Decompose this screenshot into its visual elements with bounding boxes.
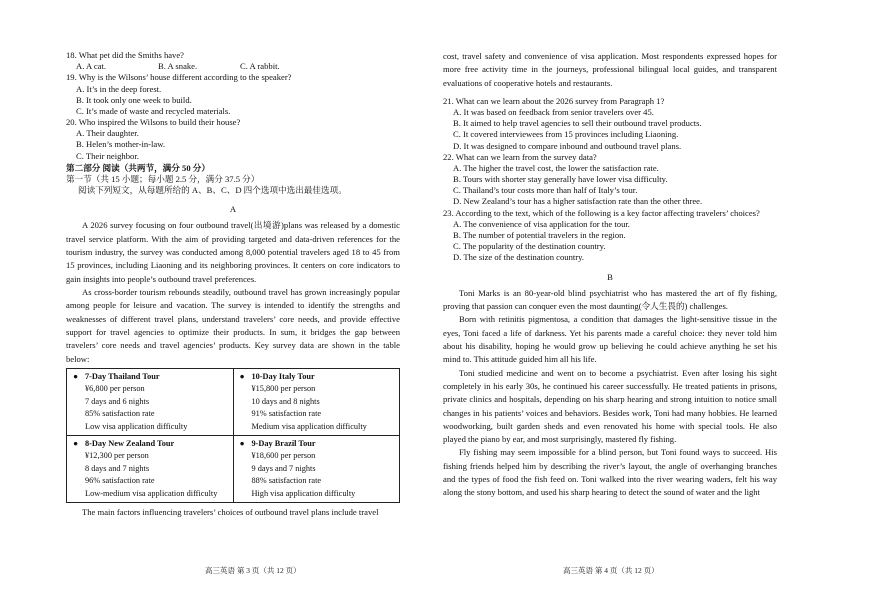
passage-a-paragraph-3-continued: cost, travel safety and convenience of visa application. Most respondents expressed hopes for more free activity time in the journeys, professional bilingual local guides, and transparent evaluations of cooperative hotels and restaurants. <box>443 51 777 88</box>
bullet-icon: ● <box>239 371 245 381</box>
option-a: A. The higher the travel cost, the lower the satisfaction rate. <box>453 162 659 173</box>
part-two-heading: 第二部分 阅读（共两节，满分 50 分） <box>66 162 210 173</box>
option-a: A. A cat. <box>76 61 107 72</box>
left-page <box>66 50 400 520</box>
question-18: 18. What pet did the Smiths have? <box>66 50 184 60</box>
passage-b-paragraph-3: Toni studied medicine and went on to become a psychiatrist. Even after losing his sight completely in his early 30s, he continued his career successfully. He treated patients in prisons, private clinics and hospitals, depending on his sharp hearing and strong intuition to notice small changes in his patients’ voices and behaviors. Besides work, Toni had many hobbies. He learned woodworking, built garden sheds and even renovated his home with special tools. He also played the piano by ear, and most surprisingly, mastered fly fishing. <box>443 367 777 445</box>
question-21: 21. What can we learn about the 2026 survey from Paragraph 1? <box>443 95 665 106</box>
tour-name: 9-Day Brazil Tour <box>251 439 316 449</box>
option-d: D. It was designed to compare inbound and outbound travel plans. <box>453 140 682 151</box>
passage-a-paragraph-3: The main factors influencing travelers’ choices of outbound travel plans include travel <box>82 507 379 518</box>
bullet-icon: ● <box>239 439 245 449</box>
tour-visa: Low-medium visa application difficulty <box>85 488 218 498</box>
tour-visa: High visa application difficulty <box>251 488 356 498</box>
tour-duration: 8 days and 7 nights <box>85 463 150 473</box>
question-22: 22. What can we learn from the survey data? <box>443 151 597 162</box>
question-23: 23. According to the text, which of the following is a key factor affecting travelers’ choices? <box>443 207 760 218</box>
option-c: C. It’s made of waste and recycled materials. <box>76 105 231 116</box>
passage-b-paragraph-2: Born with retinitis pigmentosa, a condition that damages the light-sensitive tissue in the eyes, Toni faced a life of darkness. Yet his parents made a careful choice: they never told him about his disability, hoping he would grow up believing he could achieve anything he set his mind to. This attitude guided him all his life. <box>443 314 777 365</box>
tour-name: 7-Day Thailand Tour <box>85 371 160 381</box>
tour-cell <box>67 368 234 435</box>
option-a: A. It was based on feedback from senior travelers over 45. <box>453 107 654 118</box>
option-c: C. It covered interviewees from 15 provinces including Liaoning. <box>453 129 679 140</box>
option-a: A. It’s in the deep forest. <box>76 83 162 94</box>
bullet-icon: ● <box>73 439 79 449</box>
option-b: B. It aimed to help travel agencies to sell their outbound travel products. <box>453 118 702 129</box>
tour-price: ¥18,600 per person <box>251 451 316 461</box>
option-a: A. Their daughter. <box>76 128 139 139</box>
option-c: C. Their neighbor. <box>76 150 139 161</box>
tour-cell <box>233 368 400 435</box>
table-row <box>67 368 400 435</box>
tour-name: 8-Day New Zealand Tour <box>85 439 175 449</box>
option-c: C. Thailand’s tour costs more than half of Italy’s tour. <box>453 185 638 196</box>
survey-table <box>66 368 400 503</box>
tour-cell <box>67 436 234 503</box>
question-20: 20. Who inspired the Wilsons to build their house? <box>66 117 241 128</box>
option-d: D. The size of the destination country. <box>453 252 585 263</box>
table-row <box>67 436 400 503</box>
option-c: C. A rabbit. <box>240 61 280 72</box>
page-footer: 高三英语 第 3 页（共 12 页） <box>205 566 301 575</box>
section-one-heading: 第一节（共 15 小题；每小题 2.5 分，满分 37.5 分） <box>66 173 260 184</box>
passage-a-title: A <box>229 204 237 215</box>
option-b: B. Tours with shorter stay generally have lower visa difficulty. <box>453 174 668 185</box>
tour-name: 10-Day Italy Tour <box>251 371 315 381</box>
tour-price: ¥6,800 per person <box>85 384 145 394</box>
tour-duration: 7 days and 6 nights <box>85 396 150 406</box>
option-b: B. Helen’s mother-in-law. <box>76 139 166 150</box>
option-b: B. It took only one week to build. <box>76 94 192 105</box>
passage-b-paragraph-1: Toni Marks is an 80-year-old blind psychiatrist who has mastered the art of fly fishing, proving that passion can conquer even the most daunting(令人生畏的) challenges. <box>443 287 777 311</box>
tour-visa: Medium visa application difficulty <box>251 421 367 431</box>
question-19: 19. Why is the Wilsons’ house different according to the speaker? <box>66 72 292 83</box>
tour-satisfaction: 96% satisfaction rate <box>85 476 155 486</box>
page-footer: 高三英语 第 4 页（共 12 页） <box>563 566 659 575</box>
tour-visa: Low visa application difficulty <box>85 421 188 431</box>
tour-satisfaction: 85% satisfaction rate <box>85 409 155 419</box>
reading-instruction: 阅读下列短文，从每题所给的 A、B、C、D 四个选项中选出最佳选项。 <box>78 185 347 196</box>
passage-a-paragraph-2: As cross-border tourism rebounds steadily, outbound travel has grown increasingly popular among people for leisure and vacation. The survey is intended to identify the strengths and weaknesses of different travel plans, understand travelers’ core needs, and provide effective support for travel agencies to optimize their products. In sum, it bridges the gap between travelers’ core needs and travel agencies’ products. Key survey data are shown in the table below: <box>66 286 400 364</box>
bullet-icon: ● <box>73 371 79 381</box>
option-b: B. A snake. <box>158 61 198 72</box>
tour-cell <box>233 436 400 503</box>
tour-satisfaction: 88% satisfaction rate <box>251 476 322 486</box>
passage-b-paragraph-4: Fly fishing may seem impossible for a blind person, but Toni found ways to succeed. His fishing friends helped him by describing the river’s layout, the angle of overhanging branches and the types of food the fish feed on. Toni walked into the river wearing waders, felt his way along the stony bottom, and used his sharp hearing to detect the sound of water and the light <box>443 447 777 498</box>
tour-duration: 10 days and 8 nights <box>251 396 320 406</box>
option-a: A. The convenience of visa application for the tour. <box>453 218 630 229</box>
option-b: B. The number of potential travelers in the region. <box>453 230 626 240</box>
tour-price: ¥15,800 per person <box>251 384 316 394</box>
right-page <box>443 50 777 500</box>
question-18-options <box>76 61 400 72</box>
passage-b-title: B <box>607 271 613 282</box>
tour-duration: 9 days and 7 nights <box>251 463 316 473</box>
tour-price: ¥12,300 per person <box>85 451 149 461</box>
tour-satisfaction: 91% satisfaction rate <box>251 409 322 419</box>
option-c: C. The popularity of the destination country. <box>453 241 606 252</box>
passage-a-paragraph-1: A 2026 survey focusing on four outbound travel(出境游)plans was released by a domestic travel service platform. With the aim of providing targeted and data-driven references for the tourism industry, the survey was conducted among 8,000 potential travelers aged 18 to 45 from 15 provinces, including Liaoning and its neighboring provinces. It centers on core indicators to gain insights into people’s outbound travel preferences. <box>66 220 400 284</box>
option-d: D. New Zealand’s tour has a higher satisfaction rate than the other three. <box>453 196 703 207</box>
